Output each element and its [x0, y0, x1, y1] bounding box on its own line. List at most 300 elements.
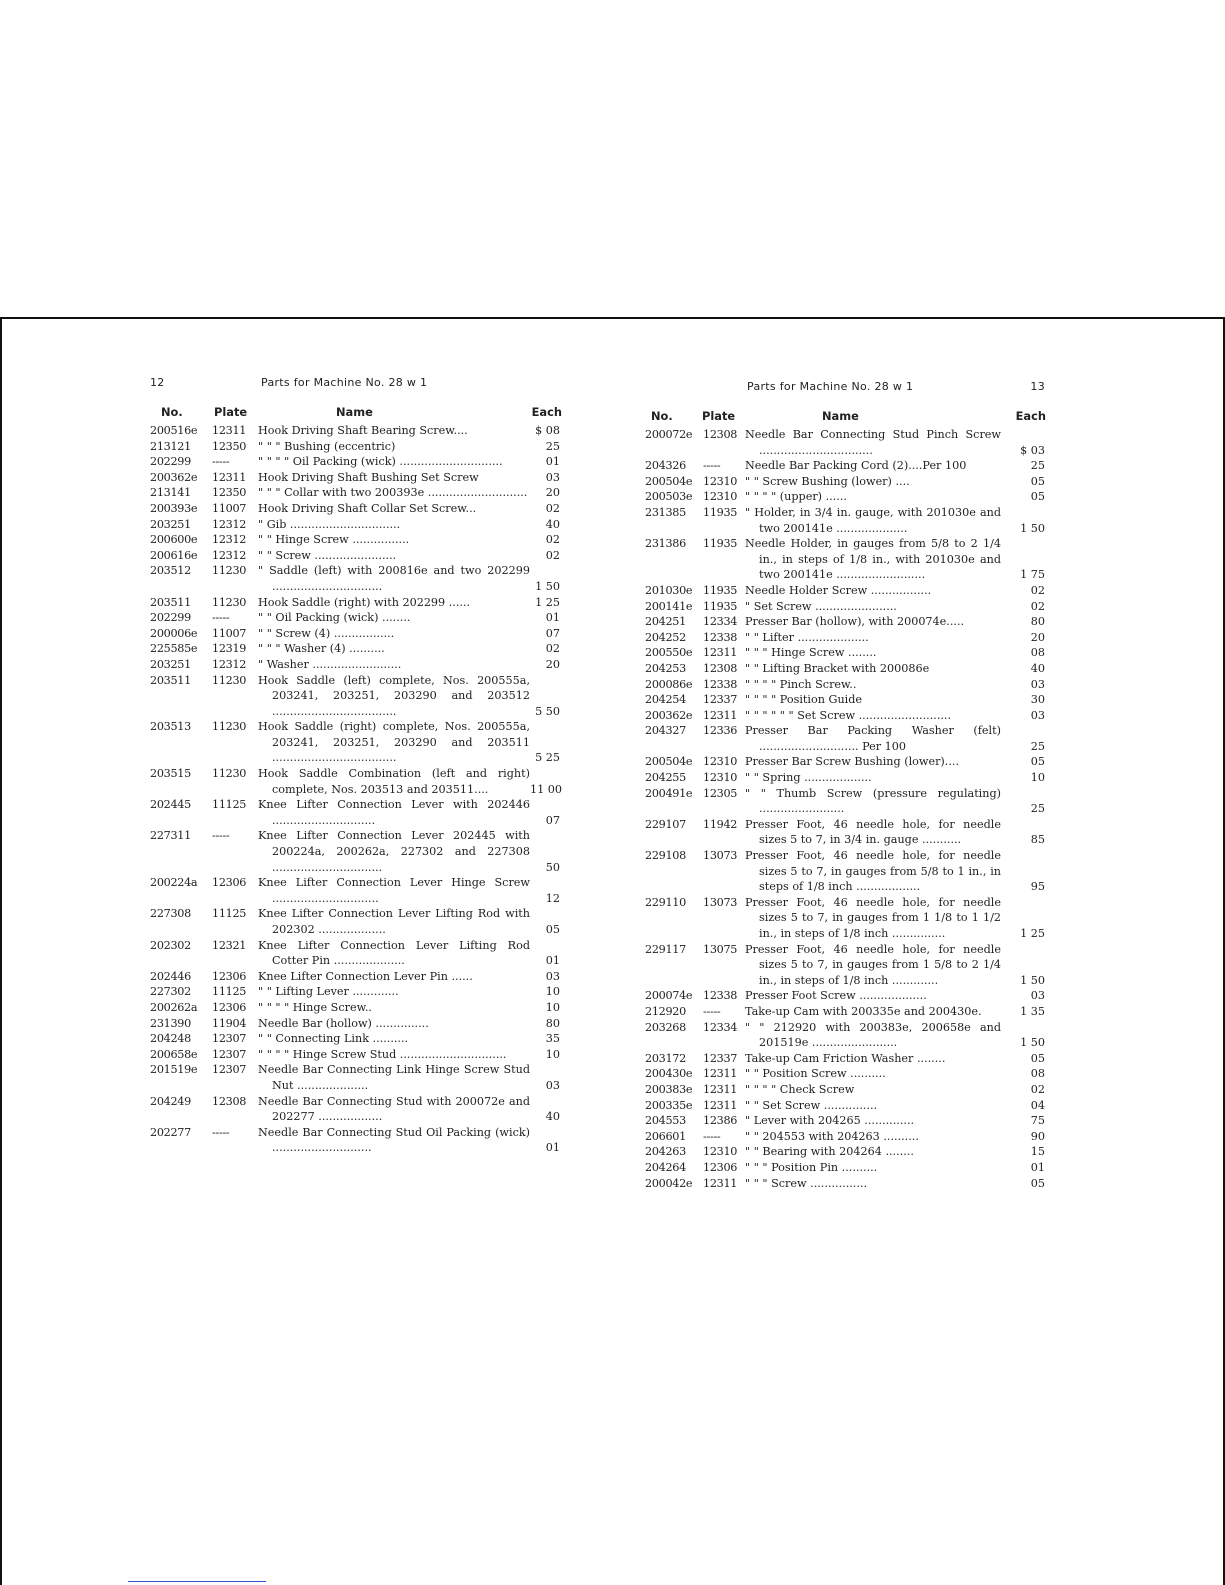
- table-row: [150, 548, 560, 564]
- part-number: 200262a: [150, 1000, 198, 1014]
- unit-price: 12: [545, 891, 560, 905]
- table-row: [645, 583, 1045, 599]
- unit-price: 04: [1030, 1098, 1045, 1112]
- part-name: " " " " Pinch Screw..: [745, 677, 857, 691]
- unit-price: 02: [545, 642, 560, 656]
- table-row: [645, 599, 1045, 615]
- unit-price: 08: [1030, 646, 1045, 660]
- plate-number: 11935: [703, 505, 738, 519]
- part-number: 213141: [150, 486, 191, 500]
- plate-number: -----: [212, 829, 230, 843]
- part-name: Hook Saddle Combination (left and right) complete, Nos. 203513 and 203511....: [258, 767, 530, 796]
- table-row: [150, 984, 560, 1000]
- plate-number: 12311: [703, 646, 738, 660]
- part-number: 213121: [150, 439, 191, 453]
- part-number: 204251: [645, 615, 686, 629]
- unit-price: 03: [1030, 708, 1045, 722]
- part-name: " " Connecting Link ..........: [258, 1032, 409, 1046]
- plate-number: 12334: [703, 1020, 738, 1034]
- table-row: [150, 1125, 560, 1156]
- header-plate: Plate: [214, 405, 248, 419]
- part-name: " " " " Check Screw: [745, 1082, 855, 1096]
- plate-number: 11230: [212, 720, 247, 734]
- table-row: [150, 626, 560, 642]
- header-plate: Plate: [702, 409, 736, 423]
- part-number: 204248: [150, 1032, 191, 1046]
- unit-price: 10: [545, 1047, 560, 1061]
- plate-number: 12310: [703, 755, 738, 769]
- header-name: Name: [822, 409, 859, 423]
- part-number: 204326: [645, 459, 686, 473]
- part-name: " Saddle (left) with 200816e and two 202299 ...............................: [258, 564, 530, 593]
- part-name: " " Hinge Screw ................: [258, 533, 410, 547]
- table-row: [150, 828, 560, 875]
- table-row: [150, 1062, 560, 1093]
- part-name: Presser Foot Screw ...................: [745, 989, 927, 1003]
- part-name: " Holder, in 3/4 in. gauge, with 201030e and two 200141e ....................: [745, 505, 1001, 535]
- plate-number: 11230: [212, 564, 247, 578]
- parts-list: [645, 427, 1045, 1191]
- unit-price: 1 25: [1020, 927, 1045, 940]
- part-number: 203251: [150, 657, 191, 671]
- plate-number: 12311: [703, 1067, 738, 1081]
- part-number: 200600e: [150, 533, 198, 547]
- part-number: 200006e: [150, 626, 198, 640]
- part-name: " " Lifter ....................: [745, 630, 869, 644]
- part-number: 200658e: [150, 1047, 198, 1061]
- plate-number: 12311: [703, 708, 738, 722]
- unit-price: 25: [545, 439, 560, 453]
- part-name: " Washer .........................: [258, 657, 402, 671]
- unit-price: 05: [1030, 474, 1045, 488]
- plate-number: 12386: [703, 1114, 738, 1128]
- unit-price: 05: [1030, 755, 1045, 769]
- table-row: [645, 1004, 1045, 1020]
- part-name: " " Lifting Bracket with 200086e: [745, 661, 930, 675]
- unit-price: 40: [545, 1110, 560, 1124]
- part-number: 229117: [645, 942, 686, 956]
- part-name: Knee Lifter Connection Lever with 202446 .............................: [258, 798, 530, 827]
- unit-price: 02: [1030, 1082, 1045, 1096]
- header-no: No.: [651, 409, 673, 423]
- part-name: " " Screw Bushing (lower) ....: [745, 474, 910, 488]
- table-row: [645, 645, 1045, 661]
- plate-number: 13075: [703, 942, 738, 956]
- unit-price: 1 50: [1020, 521, 1045, 535]
- part-number: 203172: [645, 1051, 686, 1065]
- part-name: Presser Bar (hollow), with 200074e.....: [745, 615, 965, 629]
- table-row: [645, 942, 1045, 989]
- plate-number: -----: [703, 1004, 721, 1018]
- table-row: [150, 641, 560, 657]
- part-name: Knee Lifter Connection Lever 202445 with 200224a, 200262a, 227302 and 227308 ...............................: [258, 829, 530, 874]
- table-row: [150, 766, 563, 797]
- plate-number: 12310: [703, 490, 738, 504]
- part-number: 204255: [645, 771, 686, 785]
- right-page: [645, 379, 1045, 1191]
- plate-number: 12311: [212, 470, 247, 484]
- part-name: " " Bearing with 204264 ........: [745, 1145, 914, 1159]
- part-number: 202445: [150, 798, 191, 812]
- plate-number: 11007: [212, 501, 247, 515]
- part-name: Knee Lifter Connection Lever Hinge Screw ..............................: [258, 876, 530, 905]
- header-each: Each: [531, 405, 562, 419]
- plate-number: 12308: [703, 661, 738, 675]
- table-row: [645, 1066, 1045, 1082]
- unit-price: 75: [1030, 1114, 1045, 1128]
- plate-number: 12311: [212, 424, 247, 437]
- unit-price: 35: [545, 1032, 560, 1046]
- table-row: [150, 454, 560, 470]
- unit-price: $ 03: [1020, 443, 1045, 457]
- table-row: [645, 1144, 1045, 1160]
- part-number: 227308: [150, 907, 191, 921]
- part-number: 202446: [150, 969, 191, 983]
- part-number: 229110: [645, 895, 686, 909]
- unit-price: 5 50: [535, 704, 560, 718]
- column-headers: [645, 409, 1045, 425]
- part-number: 200362e: [150, 470, 198, 484]
- left-page: [150, 375, 563, 1156]
- plate-number: 12311: [703, 1098, 738, 1112]
- part-number: 200042e: [645, 1176, 693, 1190]
- table-row: [645, 458, 1045, 474]
- part-name: Presser Foot, 46 needle hole, for needle sizes 5 to 7, in gauges from 5/8 to 1 in., in steps of 1/8 inch ..................: [745, 849, 1001, 894]
- plate-number: 12334: [703, 615, 738, 629]
- unit-price: 1 75: [1020, 568, 1045, 582]
- unit-price: 25: [1030, 802, 1045, 816]
- plate-number: 12310: [703, 771, 738, 785]
- unit-price: 20: [545, 657, 560, 671]
- unit-price: 03: [545, 1078, 560, 1092]
- unit-price: 10: [545, 985, 560, 999]
- plate-number: 12307: [212, 1032, 247, 1046]
- part-number: 200516e: [150, 424, 198, 437]
- table-row: [150, 906, 560, 937]
- plate-number: 12350: [212, 439, 247, 453]
- table-row: [150, 439, 560, 455]
- unit-price: 40: [1030, 661, 1045, 675]
- part-number: 200393e: [150, 501, 198, 515]
- plate-number: 12311: [703, 1082, 738, 1096]
- part-number: 203512: [150, 564, 191, 578]
- unit-price: 15: [1030, 1145, 1045, 1159]
- table-row: [645, 1082, 1045, 1098]
- part-number: 203268: [645, 1020, 686, 1034]
- unit-price: 85: [1030, 833, 1045, 847]
- part-number: 200550e: [645, 646, 693, 660]
- part-number: 227302: [150, 985, 191, 999]
- table-row: [150, 517, 560, 533]
- part-number: 204249: [150, 1094, 191, 1108]
- part-name: Knee Lifter Connection Lever Lifting Rod with 202302 ...................: [258, 907, 530, 936]
- part-number: 203511: [150, 673, 191, 687]
- part-name: " " " " Position Guide: [745, 693, 863, 707]
- unit-price: 1 50: [1020, 973, 1045, 987]
- part-number: 200504e: [645, 474, 693, 488]
- plate-number: 11125: [212, 907, 247, 921]
- table-row: [150, 657, 560, 673]
- unit-price: 01: [1030, 1160, 1045, 1174]
- plate-number: 13073: [703, 849, 738, 863]
- part-number: 200362e: [645, 708, 693, 722]
- plate-number: 12337: [703, 1051, 738, 1065]
- part-number: 229108: [645, 849, 686, 863]
- unit-price: 02: [1030, 583, 1045, 597]
- table-row: [150, 1031, 560, 1047]
- unit-price: 50: [545, 860, 560, 874]
- part-number: 202299: [150, 455, 191, 469]
- part-number: 200504e: [645, 755, 693, 769]
- table-row: [150, 1000, 560, 1016]
- part-name: Needle Bar Connecting Stud with 200072e and 202277 ..................: [258, 1094, 530, 1124]
- table-row: [150, 1047, 560, 1063]
- part-name: " " 204553 with 204263 ..........: [745, 1129, 919, 1143]
- plate-number: 12338: [703, 989, 738, 1003]
- plate-number: 12306: [212, 876, 247, 890]
- table-row: [150, 485, 560, 501]
- unit-price: 07: [545, 626, 560, 640]
- part-number: 203515: [150, 767, 191, 781]
- part-name: Knee Lifter Connection Lever Lifting Rod Cotter Pin ....................: [258, 938, 530, 968]
- part-name: Needle Bar Connecting Stud Pinch Screw ................................: [745, 428, 1001, 457]
- part-number: 204264: [645, 1160, 686, 1174]
- part-number: 200141e: [645, 599, 693, 613]
- part-name: " " " " Hinge Screw Stud ..............................: [258, 1047, 507, 1061]
- page-number: 13: [1030, 380, 1045, 393]
- part-number: 201519e: [150, 1063, 198, 1077]
- part-name: " Set Screw .......................: [745, 599, 897, 613]
- unit-price: 03: [545, 969, 560, 983]
- plate-number: 12306: [212, 969, 247, 983]
- table-row: [150, 1094, 560, 1125]
- part-name: " Lever with 204265 ..............: [745, 1114, 915, 1128]
- unit-price: 02: [545, 548, 560, 562]
- part-name: " " Oil Packing (wick) ........: [258, 611, 411, 625]
- unit-price: 90: [1030, 1129, 1045, 1143]
- part-name: Knee Lifter Connection Lever Pin ......: [258, 969, 473, 983]
- unit-price: 02: [545, 533, 560, 547]
- plate-number: 11007: [212, 626, 247, 640]
- part-number: 200430e: [645, 1067, 693, 1081]
- part-number: 204263: [645, 1145, 686, 1159]
- unit-price: 25: [1030, 459, 1045, 473]
- unit-price: 01: [545, 611, 560, 625]
- part-name: " " " Collar with two 200393e ............................: [258, 486, 528, 500]
- unit-price: 30: [1030, 693, 1045, 707]
- table-row: [150, 532, 560, 548]
- plate-number: 12308: [703, 428, 738, 441]
- table-row: [645, 848, 1045, 895]
- header-name: Name: [336, 405, 373, 419]
- table-row: [645, 1129, 1045, 1145]
- unit-price: 05: [1030, 490, 1045, 504]
- plate-number: 11230: [212, 673, 247, 687]
- link-underline: [128, 1581, 266, 1582]
- part-name: " " Spring ...................: [745, 771, 872, 785]
- part-number: 200074e: [645, 989, 693, 1003]
- table-row: [645, 817, 1045, 848]
- part-number: 200383e: [645, 1082, 693, 1096]
- unit-price: 1 50: [1020, 1036, 1045, 1050]
- part-number: 204553: [645, 1114, 686, 1128]
- part-name: " " Screw .......................: [258, 548, 397, 562]
- table-row: [150, 875, 560, 906]
- part-name: " " Set Screw ...............: [745, 1098, 878, 1112]
- plate-number: 11904: [212, 1016, 247, 1030]
- plate-number: 12319: [212, 642, 247, 656]
- table-row: [645, 630, 1045, 646]
- plate-number: 12338: [703, 630, 738, 644]
- unit-price: 5 25: [535, 751, 560, 765]
- plate-number: 11230: [212, 595, 247, 609]
- unit-price: 01: [545, 1141, 560, 1155]
- part-number: 204252: [645, 630, 686, 644]
- part-name: Needle Bar Packing Cord (2)....Per 100: [745, 459, 967, 473]
- header-no: No.: [161, 405, 183, 419]
- part-name: " " " Position Pin ..........: [745, 1160, 878, 1174]
- table-row: [645, 988, 1045, 1004]
- table-row: [150, 610, 560, 626]
- unit-price: 1 50: [535, 579, 560, 593]
- part-name: " " " Bushing (eccentric): [258, 439, 396, 453]
- table-row: [645, 1051, 1045, 1067]
- part-number: 201030e: [645, 583, 693, 597]
- page-border-top: [0, 317, 1225, 319]
- plate-number: 12312: [212, 533, 247, 547]
- plate-number: 12307: [212, 1047, 247, 1061]
- part-name: Needle Holder Screw .................: [745, 583, 932, 597]
- unit-price: $ 08: [535, 424, 560, 437]
- table-row: [645, 786, 1045, 817]
- plate-number: 11230: [212, 767, 247, 781]
- table-row: [150, 797, 560, 828]
- unit-price: 01: [545, 455, 560, 469]
- plate-number: 12306: [212, 1000, 247, 1014]
- plate-number: 12312: [212, 548, 247, 562]
- unit-price: 80: [1030, 615, 1045, 629]
- part-name: " Gib ...............................: [258, 517, 401, 531]
- part-number: 203511: [150, 595, 191, 609]
- part-name: " " Lifting Lever .............: [258, 985, 399, 999]
- unit-price: 01: [545, 954, 560, 968]
- part-name: Presser Foot, 46 needle hole, for needle sizes 5 to 7, in gauges from 1 1/8 to 1 1/2 in., in steps of 1/8 inch ...............: [745, 895, 1001, 940]
- unit-price: 1 35: [1020, 1004, 1045, 1018]
- part-name: " " " Hinge Screw ........: [745, 646, 877, 660]
- table-row: [645, 474, 1045, 490]
- unit-price: 02: [545, 501, 560, 515]
- part-name: Needle Bar (hollow) ...............: [258, 1016, 429, 1030]
- part-number: 200503e: [645, 490, 693, 504]
- part-name: Hook Saddle (right) complete, Nos. 200555a, 203241, 203251, 203290 and 203511 ...................................: [258, 720, 530, 765]
- plate-number: 12310: [703, 1145, 738, 1159]
- part-number: 231385: [645, 505, 686, 519]
- table-row: [645, 692, 1045, 708]
- part-number: 200086e: [645, 677, 693, 691]
- table-row: [645, 427, 1045, 458]
- part-name: " " 212920 with 200383e, 200658e and 201519e ........................: [745, 1020, 1001, 1050]
- column-headers: [150, 405, 560, 421]
- table-row: [645, 614, 1045, 630]
- part-number: 231390: [150, 1016, 191, 1030]
- part-number: 202302: [150, 938, 191, 952]
- plate-number: 11942: [703, 817, 738, 831]
- part-name: " " " Screw ................: [745, 1176, 868, 1190]
- plate-number: -----: [212, 455, 230, 469]
- table-row: [645, 1176, 1045, 1192]
- table-row: [645, 536, 1045, 583]
- part-number: 200072e: [645, 428, 693, 441]
- table-row: [150, 719, 560, 766]
- unit-price: 11 00: [530, 782, 563, 796]
- part-name: Presser Foot, 46 needle hole, for needle sizes 5 to 7, in gauges from 1 5/8 to 2 1/4 in., in steps of 1/8 inch .............: [745, 942, 1001, 987]
- part-name: " " " " " " Set Screw ..........................: [745, 708, 952, 722]
- part-number: 203251: [150, 517, 191, 531]
- plate-number: 12336: [703, 724, 738, 738]
- part-number: 200335e: [645, 1098, 693, 1112]
- plate-number: 12308: [212, 1094, 247, 1108]
- plate-number: 12350: [212, 486, 247, 500]
- part-name: Needle Holder, in gauges from 5/8 to 2 1/4 in., in steps of 1/8 in., with 201030e and two 200141e .........................: [745, 537, 1001, 582]
- unit-price: 10: [545, 1000, 560, 1014]
- part-number: 202299: [150, 611, 191, 625]
- part-name: Needle Bar Connecting Stud Oil Packing (wick) ............................: [258, 1125, 530, 1155]
- table-row: [645, 1020, 1045, 1051]
- part-name: Hook Saddle (right) with 202299 ......: [258, 595, 471, 609]
- part-number: 231386: [645, 537, 686, 551]
- parts-list: [150, 423, 563, 1156]
- plate-number: -----: [703, 1129, 721, 1143]
- table-row: [645, 489, 1045, 505]
- unit-price: 08: [1030, 1067, 1045, 1081]
- table-row: [645, 661, 1045, 677]
- plate-number: -----: [212, 611, 230, 625]
- part-name: Hook Driving Shaft Collar Set Screw...: [258, 501, 477, 515]
- table-row: [150, 470, 560, 486]
- page-number: 12: [150, 376, 165, 389]
- part-number: 206601: [645, 1129, 686, 1143]
- plate-number: 12312: [212, 657, 247, 671]
- part-number: 202277: [150, 1125, 191, 1139]
- part-number: 203513: [150, 720, 191, 734]
- unit-price: 40: [545, 517, 560, 531]
- page-title: Parts for Machine No. 28 w 1: [261, 376, 428, 389]
- table-row: [150, 563, 560, 594]
- part-name: Presser Bar Packing Washer (felt) ............................ Per 100: [745, 724, 1001, 753]
- table-row: [150, 938, 560, 969]
- part-number: 200491e: [645, 786, 693, 800]
- part-name: Hook Driving Shaft Bushing Set Screw: [258, 470, 479, 484]
- unit-price: 03: [1030, 677, 1045, 691]
- plate-number: 12305: [703, 786, 738, 800]
- table-row: [645, 1113, 1045, 1129]
- table-row: [150, 423, 560, 439]
- part-name: Needle Bar Connecting Link Hinge Screw Stud Nut ....................: [258, 1063, 530, 1092]
- table-row: [150, 1016, 560, 1032]
- plate-number: 11935: [703, 599, 738, 613]
- unit-price: 95: [1030, 880, 1045, 894]
- running-head: [150, 375, 560, 397]
- unit-price: 07: [545, 813, 560, 827]
- plate-number: 11935: [703, 537, 738, 551]
- unit-price: 03: [545, 470, 560, 484]
- part-number: 225585e: [150, 642, 198, 656]
- part-name: " " Screw (4) .................: [258, 626, 395, 640]
- unit-price: 05: [1030, 1051, 1045, 1065]
- page-title: Parts for Machine No. 28 w 1: [747, 380, 914, 393]
- part-name: " " " " Oil Packing (wick) .............................: [258, 455, 503, 469]
- plate-number: 12321: [212, 938, 247, 952]
